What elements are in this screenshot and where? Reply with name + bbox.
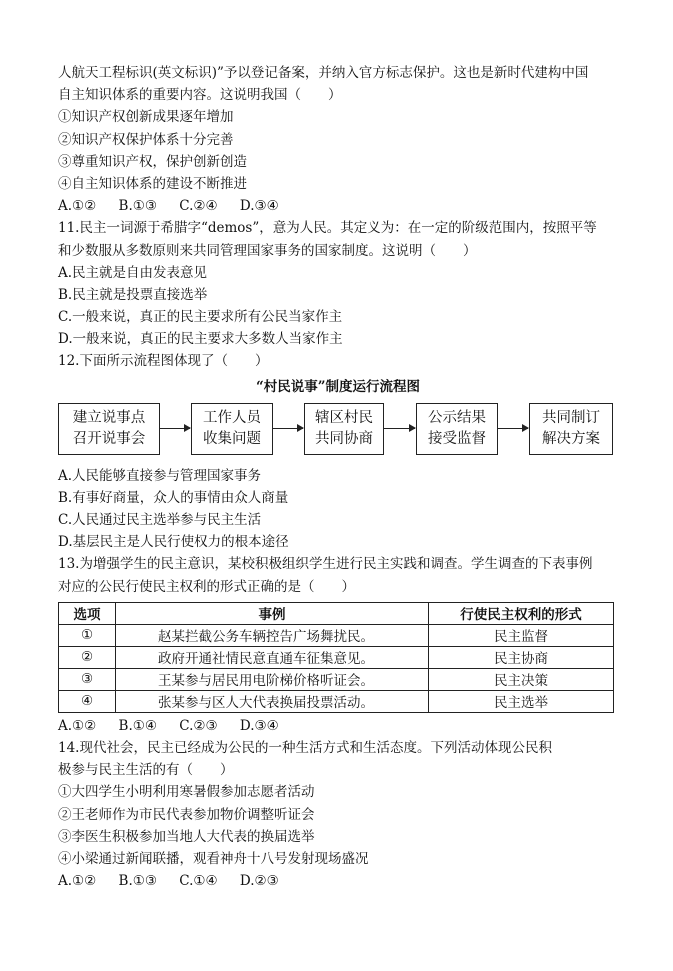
flow-step-1 — [58, 403, 160, 455]
q11-option-b[interactable]: B.民主就是投票直接选举 — [58, 286, 208, 303]
flow-step-2 — [191, 403, 273, 455]
table-cell-example: 赵某拦截公务车辆控告广场舞扰民。 — [116, 624, 429, 646]
q13-option-d[interactable]: D.③④ — [239, 717, 279, 734]
question-12 — [58, 350, 618, 553]
q10-option-b[interactable]: B.①③ — [118, 198, 157, 215]
flow-step-3-line-2: 共同协商 — [315, 430, 373, 447]
flowchart-title: “村民说事”制度运行流程图 — [255, 378, 421, 395]
table-cell-example: 王某参与居民用电阶梯价格听证会。 — [116, 668, 429, 690]
flow-step-2-line-2: 收集问题 — [203, 430, 261, 447]
table-row — [59, 668, 614, 690]
q10-option-c[interactable]: C.②④ — [179, 198, 218, 215]
q11-option-c[interactable]: C.一般来说，真正的民主要求所有公民当家作主 — [58, 309, 343, 326]
q14-statement-4: ④小梁通过新闻联播，观看神舟十八号发射现场盛况 — [58, 850, 369, 867]
q11-option-a[interactable]: A.民主就是自由发表意见 — [58, 264, 208, 281]
flow-step-5-line-1: 共同制订 — [542, 409, 600, 426]
flow-step-4 — [416, 403, 498, 455]
question-11 — [58, 217, 618, 350]
q10-option-a[interactable]: A.①② — [58, 198, 97, 215]
q13-stem-line-1: 13.为增强学生的民主意识，某校积极组织学生进行民主实践和调查。学生调查的下表事例 — [58, 556, 593, 573]
q11-stem-line-1: 11.民主一词源于希腊字“demos”，意为人民。其定义为：在一定的阶级范围内，按照平等 — [58, 220, 597, 237]
q10-stem-line-1: 人航天工程标识(英文标识)”予以登记备案，并纳入官方标志保护。这也是新时代建构中国 — [58, 65, 589, 81]
q10-stem-line-2: 自主知识体系的重要内容。这说明我国（ ） — [58, 87, 342, 104]
q10-options — [58, 195, 618, 217]
q11-stem-line-2: 和少数服从多数原则来共同管理国家事务的国家制度。这说明（ ） — [58, 242, 477, 259]
q10-statement-1: ①知识产权创新成果逐年增加 — [58, 109, 234, 126]
table-header-example: 事例 — [116, 602, 429, 624]
q10-statement-4: ④自主知识体系的建设不断推进 — [58, 175, 247, 192]
q14-option-c[interactable]: C.①④ — [179, 873, 218, 890]
flow-arrow-3 — [384, 428, 415, 429]
q13-option-c[interactable]: C.②③ — [179, 717, 218, 734]
q10-option-d[interactable]: D.③④ — [239, 198, 279, 215]
table-cell-option: ④ — [59, 690, 116, 712]
table-cell-option: ① — [59, 624, 116, 646]
q11-option-d[interactable]: D.一般来说，真正的民主要求大多数人当家作主 — [58, 331, 343, 348]
q12-option-d[interactable]: D.基层民主是人民行使权力的根本途径 — [58, 534, 289, 551]
q14-option-a[interactable]: A.①② — [58, 873, 97, 890]
question-13 — [58, 553, 618, 737]
q14-options — [58, 870, 618, 892]
q14-stem-line-2: 极参与民主生活的有（ ） — [58, 762, 234, 779]
table-cell-example: 张某参与区人大代表换届投票活动。 — [116, 690, 429, 712]
q14-statement-3: ③李医生积极参加当地人大代表的换届选举 — [58, 828, 315, 845]
q14-option-b[interactable]: B.①③ — [118, 873, 157, 890]
q13-stem-line-2: 对应的公民行使民主权利的形式正确的是（ ） — [58, 578, 355, 595]
q12-option-b[interactable]: B.有事好商量，众人的事情由众人商量 — [58, 489, 289, 506]
q12-option-c[interactable]: C.人民通过民主选举参与民主生活 — [58, 512, 262, 528]
q14-statement-1: ①大四学生小明利用寒暑假参加志愿者活动 — [58, 784, 315, 801]
flow-step-2-line-1: 工作人员 — [203, 409, 261, 426]
q13-table — [58, 602, 614, 713]
table-cell-option: ② — [59, 646, 116, 668]
table-cell-example: 政府开通社情民意直通车征集意见。 — [116, 646, 429, 668]
q14-option-d[interactable]: D.②③ — [239, 873, 279, 890]
table-cell-form: 民主监督 — [429, 624, 614, 646]
flow-step-3-line-1: 辖区村民 — [315, 409, 373, 426]
table-cell-form: 民主选举 — [429, 690, 614, 712]
q10-statement-2: ②知识产权保护体系十分完善 — [58, 131, 234, 148]
flow-step-1-line-1: 建立说事点 — [72, 409, 146, 426]
q14-stem-line-1: 14.现代社会，民主已经成为公民的一种生活方式和生活态度。下列活动体现公民积 — [58, 739, 552, 756]
q13-option-a[interactable]: A.①② — [58, 717, 97, 734]
table-cell-option: ③ — [59, 668, 116, 690]
flow-step-4-line-1: 公示结果 — [428, 409, 486, 426]
table-header-form: 行使民主权利的形式 — [429, 602, 614, 624]
table-header-row — [59, 602, 614, 624]
table-cell-form: 民主协商 — [429, 646, 614, 668]
flow-step-5-line-2: 解决方案 — [542, 430, 600, 447]
exam-page — [58, 62, 618, 892]
question-14 — [58, 737, 618, 892]
flow-step-4-line-2: 接受监督 — [428, 430, 486, 447]
q13-option-b[interactable]: B.①④ — [118, 717, 157, 734]
flow-step-1-line-2: 召开说事会 — [72, 430, 146, 447]
flow-step-3 — [304, 403, 384, 455]
flow-step-5 — [529, 403, 613, 455]
table-header-option: 选项 — [59, 602, 116, 624]
question-10 — [58, 62, 618, 217]
flowchart — [58, 403, 618, 459]
table-row — [59, 690, 614, 712]
flow-arrow-1 — [160, 428, 190, 429]
q12-stem: 12.下面所示流程图体现了（ ） — [58, 353, 269, 370]
table-row — [59, 646, 614, 668]
table-row — [59, 624, 614, 646]
q10-statement-3: ③尊重知识产权，保护创新创造 — [58, 153, 247, 170]
q14-statement-2: ②王老师作为市民代表参加物价调整听证会 — [58, 806, 315, 823]
flow-arrow-4 — [498, 428, 528, 429]
flow-arrow-2 — [273, 428, 303, 429]
table-cell-form: 民主决策 — [429, 668, 614, 690]
q12-option-a[interactable]: A.人民能够直接参与管理国家事务 — [58, 467, 262, 484]
q13-options — [58, 715, 618, 737]
